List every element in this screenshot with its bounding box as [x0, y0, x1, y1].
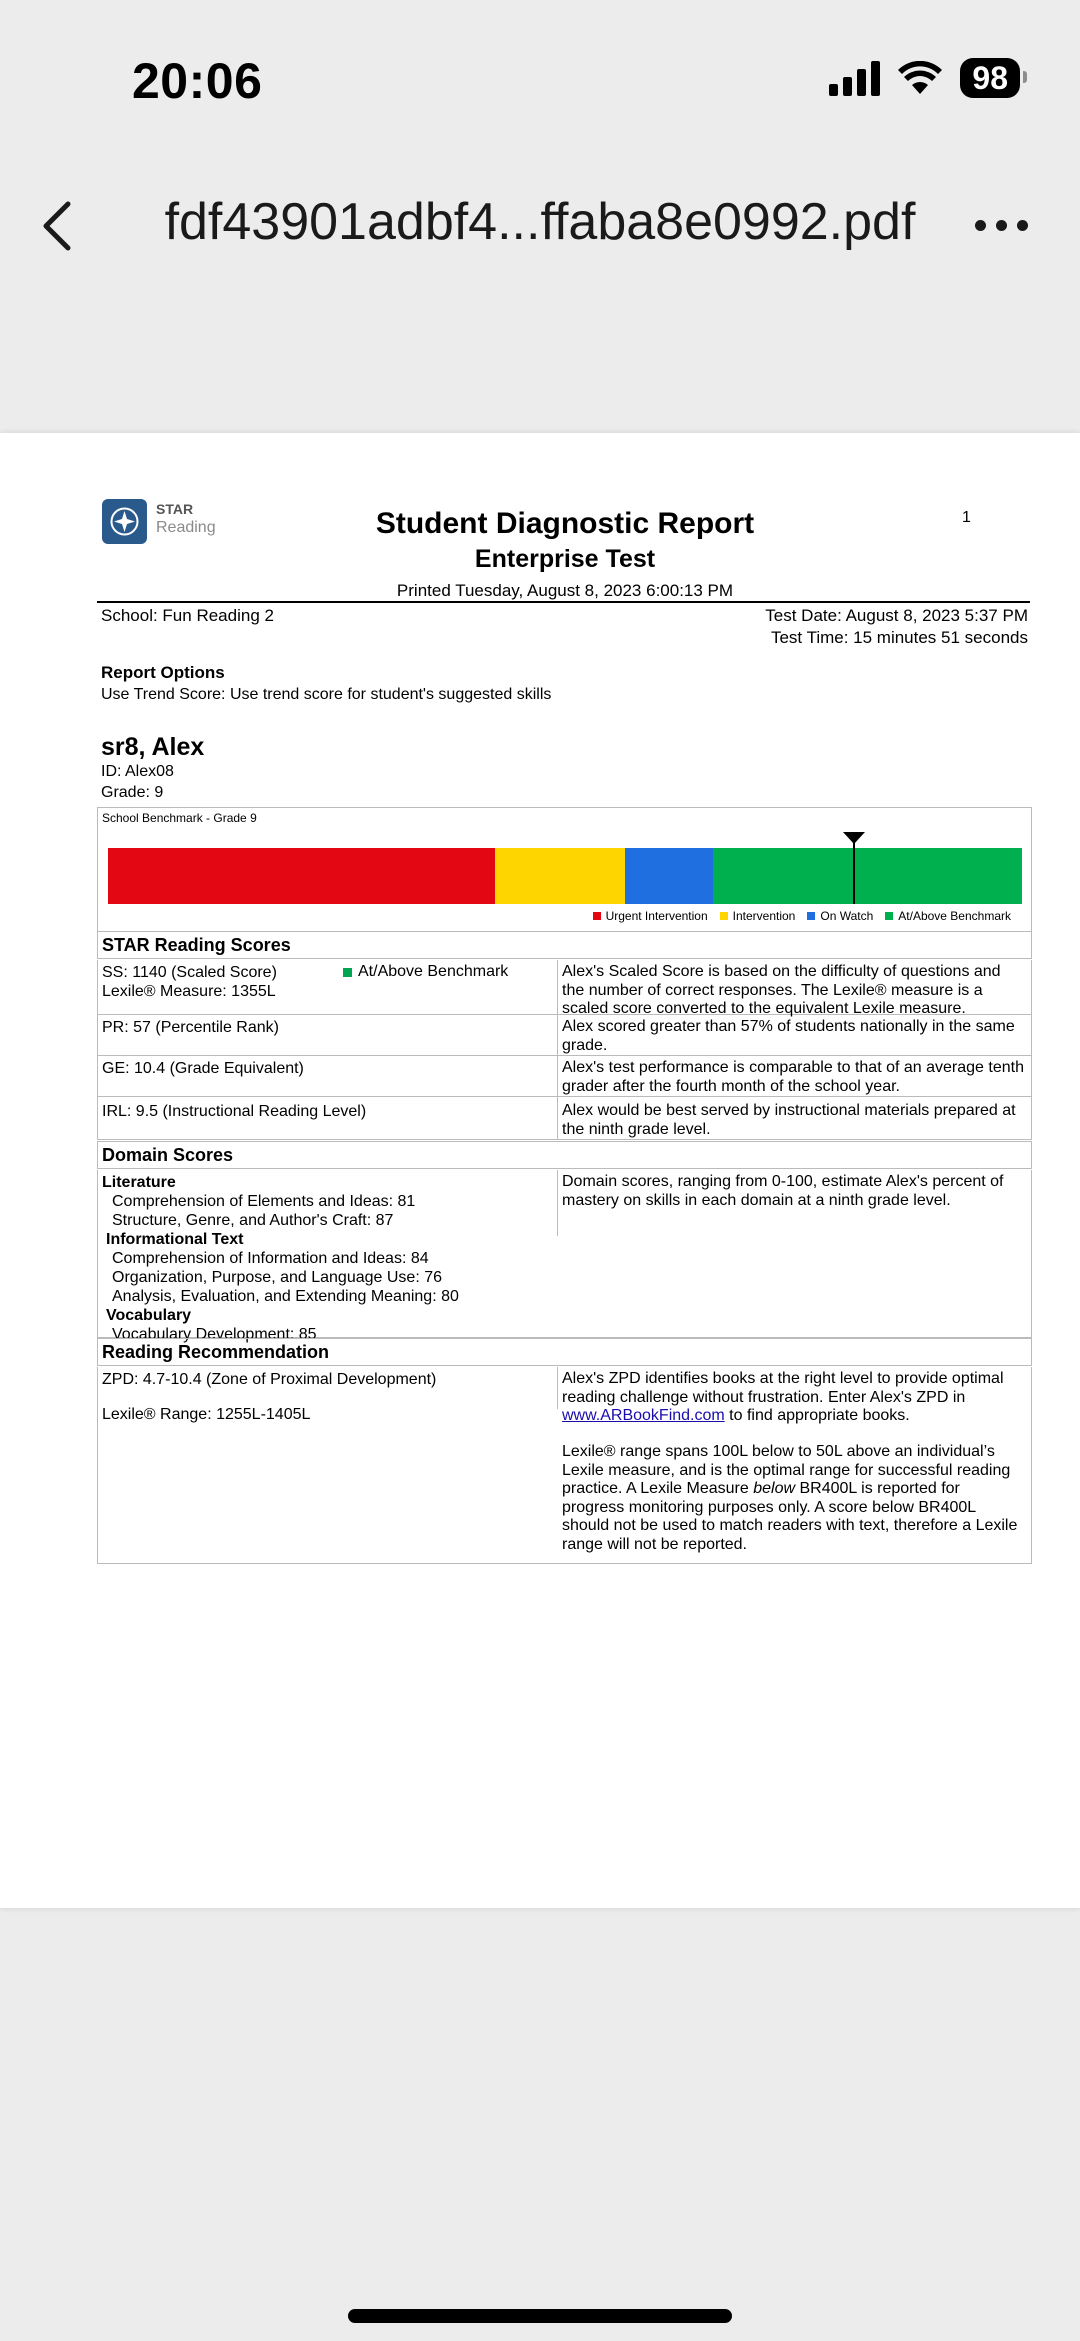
recommendation-row [97, 1367, 1032, 1564]
report-options-text: Use Trend Score: Use trend score for student's suggested skills [101, 686, 552, 703]
report-title: Student Diagnostic Report [375, 507, 755, 540]
lexile-range: Lexile® Range: 1255L-1405L [102, 1406, 311, 1423]
home-indicator[interactable] [348, 2309, 732, 2323]
report-options-title: Report Options [101, 663, 225, 682]
percentile-rank-row [97, 1015, 1032, 1056]
status-icons [829, 58, 1020, 98]
grade-equivalent-row [97, 1056, 1032, 1097]
benchmark-legend [593, 909, 1011, 923]
star-reading-logo: STAR Reading [102, 497, 237, 547]
legend-urgent: Urgent Intervention [593, 909, 708, 923]
school-name: School: Fun Reading 2 [101, 606, 274, 625]
signal-icon [829, 60, 880, 96]
on-watch-band [625, 848, 713, 904]
printed-date: Printed Tuesday, August 8, 2023 6:00:13 PM [396, 581, 734, 600]
student-id: ID: Alex08 [101, 763, 174, 780]
status-swatch-icon [343, 968, 352, 977]
domain-scores-row [97, 1170, 1032, 1343]
legend-benchmark: At/Above Benchmark [885, 909, 1011, 923]
zpd-range: ZPD: 4.7-10.4 (Zone of Proximal Development) [102, 1371, 437, 1388]
lexile-range-description: Lexile® range spans 100L below to 50L above an individual’s Lexile measure, and is the optimal range for successful reading practice. A Lexile Measure below BR400L is reported for progress monitoring purposes only. A score below BR400L should not be used to match readers with text, therefore a Lexile range will not be reported. [562, 1443, 1018, 1553]
student-name: sr8, Alex [101, 733, 205, 761]
scores-section-title: STAR Reading Scores [97, 931, 1032, 959]
recommendation-section-title: Reading Recommendation [97, 1338, 1032, 1366]
benchmark-label: School Benchmark - Grade 9 [102, 811, 257, 825]
score-marker-triangle-icon [843, 832, 865, 844]
domain-section-title: Domain Scores [97, 1141, 1032, 1169]
domain-scores-description: Domain scores, ranging from 0-100, estimate Alex's percent of mastery on skills in each domain at a ninth grade level. [562, 1173, 1004, 1209]
at-above-benchmark-band [713, 848, 1022, 904]
scaled-score-row [97, 960, 1032, 1015]
zpd-description: Alex's ZPD identifies books at the right level to provide optimal reading challenge without frustration. Enter Alex's ZPD in www.ARBookFind.com to find appropriate books. [562, 1370, 1004, 1424]
header-rule [97, 601, 1030, 603]
instructional-level-description: Alex would be best served by instructional materials prepared at the ninth grade level. [562, 1102, 1016, 1138]
percentile-rank-description: Alex scored greater than 57% of students nationally in the same grade. [562, 1018, 1015, 1054]
test-date: Test Date: August 8, 2023 5:37 PM [765, 606, 1028, 625]
student-grade: Grade: 9 [101, 784, 164, 801]
arbookfind-link[interactable]: www.ARBookFind.com [562, 1407, 725, 1424]
logo-badge-icon [102, 499, 147, 544]
urgent-intervention-band [108, 848, 495, 904]
test-time: Test Time: 15 minutes 51 seconds [770, 628, 1028, 647]
file-title: fdf43901adbf4...ffaba8e0992.pdf [164, 193, 916, 251]
grade-equivalent: GE: 10.4 (Grade Equivalent) [102, 1060, 304, 1077]
score-marker [853, 841, 855, 904]
scaled-score: SS: 1140 (Scaled Score) Lexile® Measure: 1355L [102, 964, 277, 1000]
benchmark-panel [97, 807, 1032, 932]
report-document [0, 433, 1080, 1908]
intervention-band [495, 848, 625, 904]
status-time: 20:06 [132, 53, 263, 109]
page-number: 1 [962, 509, 971, 526]
more-options-icon[interactable] [975, 220, 1028, 231]
report-subtitle: Enterprise Test [474, 545, 656, 573]
wifi-icon [898, 61, 942, 95]
domain-scores-list: Literature Comprehension of Elements and Ideas: 81 Structure, Genre, and Author's Craft: 87 Informational Text Comprehension of Information and Ideas: 84 Organization, Purpose, and Language Use: 76 Analysis, Evaluation, and Extending Meaning: 80 Vocabulary Vocabulary Development: 85 [102, 1174, 459, 1343]
instructional-level-row [97, 1097, 1032, 1140]
benchmark-status: At/Above Benchmark [343, 963, 508, 981]
legend-on-watch: On Watch [807, 909, 873, 923]
scaled-score-description: Alex's Scaled Score is based on the difficulty of questions and the number of correct responses. The Lexile® measure is a scaled score converted to the equivalent Lexile measure. [562, 963, 1001, 1017]
percentile-rank: PR: 57 (Percentile Rank) [102, 1019, 279, 1036]
battery-icon: 98 [960, 58, 1020, 98]
instructional-reading-level: IRL: 9.5 (Instructional Reading Level) [102, 1103, 367, 1120]
legend-intervention: Intervention [720, 909, 796, 923]
grade-equivalent-description: Alex's test performance is comparable to that of an average tenth grader after the fourth month of the school year. [562, 1059, 1024, 1095]
pdf-page[interactable] [0, 433, 1080, 1908]
